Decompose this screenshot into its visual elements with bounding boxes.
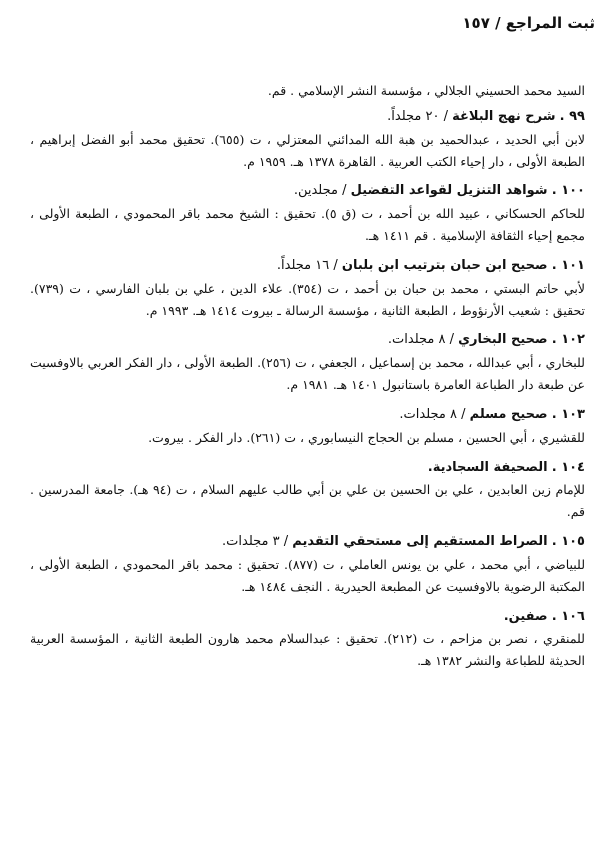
entry-title: الصراط المستقيم إلى مستحقي التقديم — [292, 534, 548, 549]
entry-volumes: / ٨ مجلدات. — [387, 332, 459, 348]
entry-number: ١٠٤ . — [551, 459, 585, 475]
entry-body: للبخاري ، أبي عبدالله ، محمد بن إسماعيل ، الجعفي ، ت (٢٥٦). الطبعة الأولى ، دار الفكر العربي بالاوفسيت عن طبعة دار الطباعة العامرة باستانبول ١٤٠١ هـ. ١٩٨١ م. — [30, 355, 585, 392]
bibliography-entry — [30, 329, 585, 396]
entry-volumes: / ٢٠ مجلداً. — [387, 108, 453, 124]
entry-body: للإمام زين العابدين ، علي بن الحسين بن علي بن أبي طالب عليهم السلام ، ت (٩٤ هـ). جامعة المدرسين . قم. — [30, 482, 585, 520]
entry-title: الصحيفة السجادية. — [427, 459, 548, 475]
entry-body: للبياضي ، أبي محمد ، علي بن يونس العاملي ، ت (٨٧٧). تحقيق : محمد باقر المحمودي ، الطبعة الأولى ، المكتبة الرضوية بالاوفسيت عن المطبعة الحيدرية . النجف ١٤٨٤ هـ. — [30, 556, 586, 594]
bibliography-entry — [30, 180, 585, 247]
bibliography-entry — [30, 606, 585, 673]
entry-heading — [30, 180, 585, 203]
entry-number: ١٠٢ . — [551, 332, 585, 348]
entry-number: ١٠٣ . — [551, 406, 585, 422]
entry-body: للمنقري ، نصر بن مزاحم ، ت (٢١٢). تحقيق : عبدالسلام محمد هارون الطبعة الثانية ، المؤسسة العربية الحديثة للطباعة والنشر ١٣٨٢ هـ. — [30, 631, 585, 669]
entry-body: لابن أبي الحديد ، عبدالحميد بن هبة الله المدائني المعتزلي ، ت (٦٥٥). تحقيق محمد أبو الفضل إبراهيم ، الطبعة الأولى ، دار إحياء الكتب العربية . القاهرة ١٣٧٨ هـ. ١٩٥٩ م. — [30, 131, 586, 169]
entry-title: صفين. — [503, 608, 548, 624]
entry-number: ١٠٦ . — [551, 608, 585, 624]
entry-heading — [30, 404, 585, 427]
entry-volumes: / ١٦ مجلداً. — [276, 257, 342, 273]
entry-heading — [30, 606, 585, 629]
entry-title: شرح نهج البلاغة — [452, 108, 556, 124]
bibliography-entry — [30, 106, 585, 173]
bibliography-entry — [30, 457, 585, 524]
page-header: ثبت المراجع / ١٥٧ — [462, 14, 595, 32]
bibliography-entry — [30, 255, 585, 322]
entry-heading — [30, 329, 585, 352]
entry-heading — [30, 531, 585, 554]
entry-number: ١٠٥ . — [551, 534, 585, 549]
entry-body: لأبي حاتم البستي ، محمد بن حبان بن أحمد ، ت (٣٥٤). علاء الدين ، علي بن بلبان الفارسي ، ت (٧٣٩). تحقيق : شعيب الأرنؤوط ، الطبعة الثانية ، مؤسسة الرسالة ـ بيروت ١٤١٤ هـ. ١٩٩٣ م. — [30, 280, 585, 318]
entry-body: للحاكم الحسكاني ، عبيد الله بن أحمد ، ت (ق ٥). تحقيق : الشيخ محمد باقر المحمودي ، الطبعة الأولى ، مجمع إحياء الثقافة الإسلامية . قم ١٤١١ هـ. — [30, 206, 585, 243]
entry-body: للقشيري ، أبي الحسين ، مسلم بن الحجاج النيسابوري ، ت (٢٦١). دار الفكر . بيروت. — [148, 429, 585, 445]
continuation-text: السيد محمد الحسيني الجلالي ، مؤسسة النشر الإسلامي . قم. — [267, 83, 585, 98]
entry-volumes: / مجلدين. — [293, 183, 351, 199]
bibliography-entry — [30, 404, 585, 449]
entry-number: ١٠٠ . — [551, 183, 585, 199]
entry-number: ٩٩ . — [559, 108, 585, 124]
entry-heading — [30, 255, 585, 278]
entry-heading — [30, 457, 585, 480]
bibliography-entry — [30, 531, 585, 598]
entry-title: صحيح ابن حبان بترتيب ابن بلبان — [341, 257, 548, 273]
entry-number: ١٠١ . — [551, 257, 585, 273]
entry-title: شواهد التنزيل لقواعد التفضيل — [350, 183, 548, 199]
entry-heading — [30, 106, 585, 129]
entry-title: صحيح مسلم — [469, 406, 548, 422]
entry-title: صحيح البخاري — [458, 332, 548, 348]
bibliography-list — [30, 80, 585, 680]
entry-volumes: / ٨ مجلدات. — [399, 406, 470, 422]
entry-volumes: / ٣ مجلدات. — [222, 534, 293, 549]
